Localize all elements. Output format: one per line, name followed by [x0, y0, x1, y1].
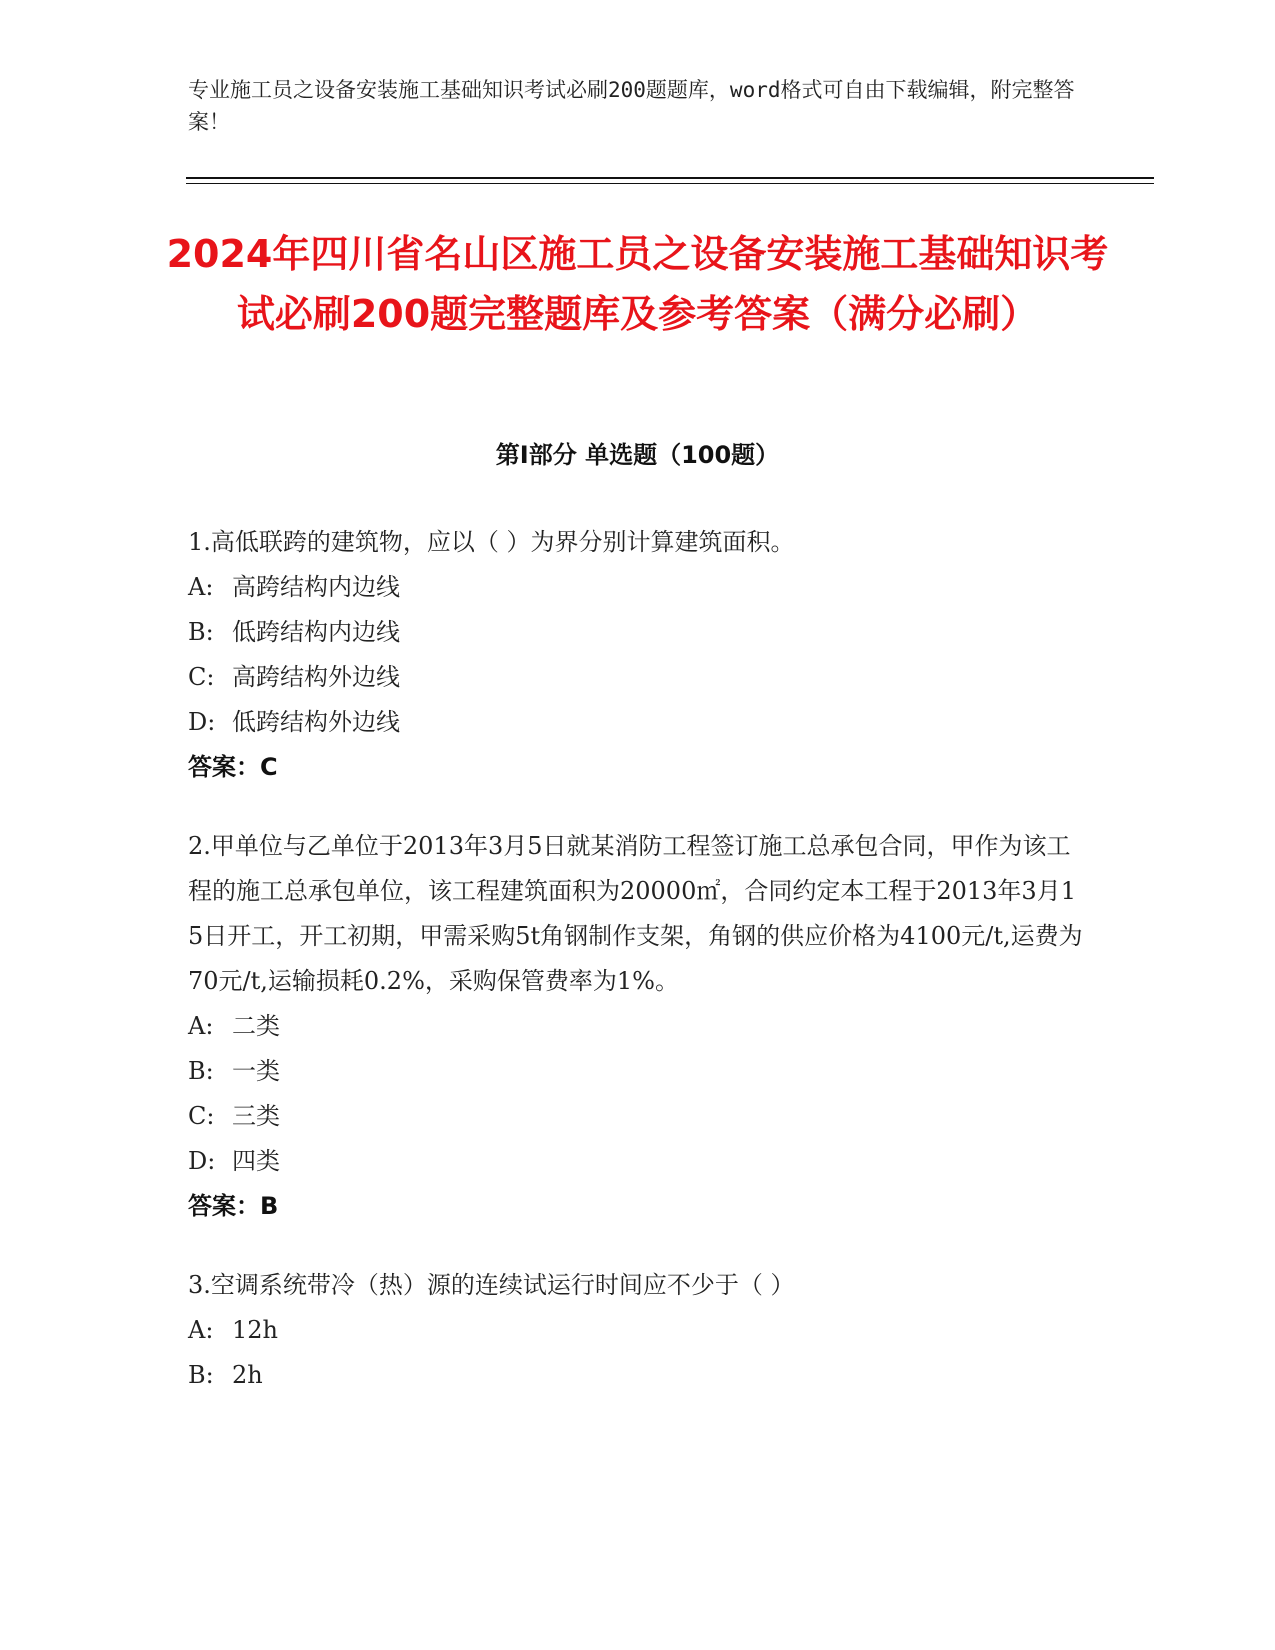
option-letter: B:	[188, 1057, 214, 1085]
option-text: 高跨结构外边线	[232, 663, 400, 691]
option-letter: A:	[188, 1316, 214, 1344]
option-a	[188, 1308, 1088, 1353]
option-text: 一类	[232, 1057, 280, 1085]
option-letter: A:	[188, 1012, 214, 1040]
option-text: 三类	[232, 1102, 280, 1130]
question-text: 1.高低联跨的建筑物，应以（ ）为界分别计算建筑面积。	[188, 528, 795, 556]
option-text: 2h	[232, 1361, 263, 1389]
option-a	[188, 1004, 1088, 1049]
option-text: 12h	[232, 1316, 278, 1344]
question-1	[188, 520, 1088, 790]
option-letter: B:	[188, 618, 214, 646]
option-b	[188, 1353, 1088, 1398]
option-d	[188, 700, 1088, 745]
option-letter: D:	[188, 708, 216, 736]
question-text: 3.空调系统带冷（热）源的连续试运行时间应不少于（ ）	[188, 1271, 795, 1299]
question-list	[188, 520, 1088, 1432]
option-c	[188, 1094, 1088, 1139]
question-text: 2.甲单位与乙单位于2013年3月5日就某消防工程签订施工总承包合同，甲作为该工程的施工总承包单位，该工程建筑面积为20000㎡，合同约定本工程于2013年3月15日开工，开工初期，甲需采购5t角钢制作支架，角钢的供应价格为4100元/t,运费为70元/t,运输损耗0.2%，采购保管费率为1%。	[188, 832, 1083, 995]
option-letter: A:	[188, 573, 214, 601]
question-3	[188, 1263, 1088, 1398]
option-text: 二类	[232, 1012, 280, 1040]
option-text: 高跨结构内边线	[232, 573, 400, 601]
header-note: 专业施工员之设备安装施工基础知识考试必刷200题题库，word格式可自由下载编辑，附完整答案！	[188, 78, 1075, 134]
header-divider-thick	[186, 177, 1154, 179]
document-title: 2024年四川省名山区施工员之设备安装施工基础知识考试必刷200题完整题库及参考答案（满分必刷）	[166, 232, 1109, 336]
option-a	[188, 565, 1088, 610]
option-d	[188, 1139, 1088, 1184]
option-b	[188, 610, 1088, 655]
option-letter: C:	[188, 663, 215, 691]
option-c	[188, 655, 1088, 700]
option-letter: C:	[188, 1102, 215, 1130]
header-divider-thin	[186, 183, 1154, 184]
answer: 答案：C	[188, 753, 278, 781]
answer: 答案：B	[188, 1192, 279, 1220]
option-b	[188, 1049, 1088, 1094]
question-2	[188, 824, 1088, 1229]
option-letter: D:	[188, 1147, 216, 1175]
section-title: 第Ⅰ部分 单选题（100题）	[495, 441, 780, 469]
option-text: 低跨结构内边线	[232, 618, 400, 646]
option-letter: B:	[188, 1361, 214, 1389]
option-text: 四类	[232, 1147, 280, 1175]
option-text: 低跨结构外边线	[232, 708, 400, 736]
